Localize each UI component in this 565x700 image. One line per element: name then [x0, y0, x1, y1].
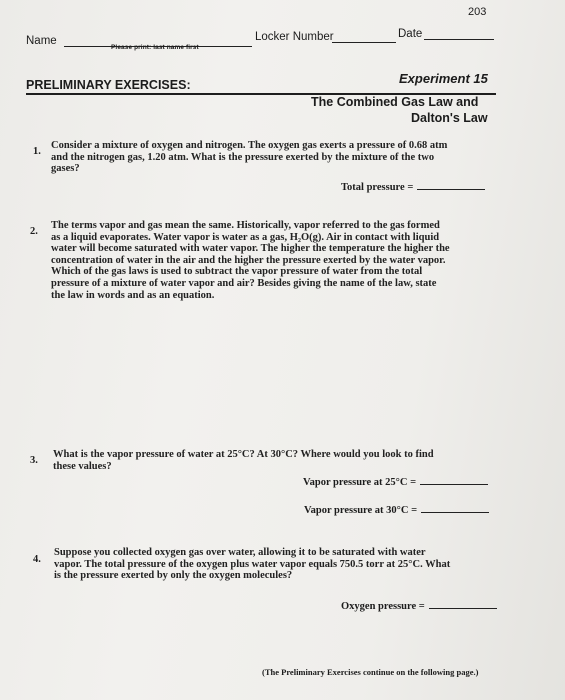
question-line: The terms vapor and gas mean the same. Historically, vapor referred to the gas formed — [51, 220, 440, 231]
vapor-pressure-30-field[interactable] — [421, 505, 489, 513]
vapor-pressure-25-answer — [303, 477, 488, 488]
question-2-number: 2. — [30, 226, 38, 237]
question-line: the law in words and as an equation. — [51, 289, 215, 301]
total-pressure-answer — [341, 182, 485, 193]
continuation-note: (The Preliminary Exercises continue on the following page.) — [262, 667, 479, 677]
vapor-pressure-25-field[interactable] — [420, 477, 488, 485]
question-3-number: 3. — [30, 455, 38, 466]
answer-label: Vapor pressure at 25°C = — [303, 477, 417, 488]
date-label: Date — [398, 28, 423, 40]
question-1-number: 1. — [33, 146, 41, 157]
answer-label: Oxygen pressure = — [341, 601, 425, 612]
question-4-number: 4. — [33, 554, 41, 565]
question-line: as a liquid evaporates. Water vapor is water as a gas, H₂O(g). Air in contact with liquid — [51, 231, 440, 243]
question-line: these values? — [53, 460, 112, 472]
question-3-text — [53, 449, 511, 472]
question-line: gases? — [51, 163, 80, 175]
question-line: is the pressure exerted by only the oxygen molecules? — [54, 570, 293, 582]
answer-label: Vapor pressure at 30°C = — [304, 505, 418, 516]
answer-label: Total pressure = — [341, 182, 414, 193]
question-2-text — [51, 220, 509, 301]
locker-number-field[interactable] — [332, 42, 396, 43]
oxygen-pressure-answer — [341, 601, 497, 612]
experiment-number: Experiment 15 — [399, 71, 488, 86]
total-pressure-field[interactable] — [417, 182, 485, 190]
question-line: What is the vapor pressure of water at 25°C? At 30°C? Where would you look to find — [53, 449, 434, 460]
page-number: 203 — [468, 6, 487, 18]
question-line: Consider a mixture of oxygen and nitrogen. The oxygen gas exerts a pressure of 0.68 atm — [51, 140, 448, 151]
question-line: Suppose you collected oxygen gas over water, allowing it to be saturated with water — [54, 547, 426, 558]
locker-number-label: Locker Number — [255, 31, 334, 43]
experiment-title-line-1: The Combined Gas Law and — [311, 95, 479, 109]
oxygen-pressure-field[interactable] — [429, 601, 497, 609]
question-line: pressure of a mixture of water vapor and air? Besides giving the name of the law, state — [51, 277, 437, 289]
name-hint: Please print: last name first — [111, 44, 199, 51]
question-line: vapor. The total pressure of the oxygen plus water vapor equals 750.5 torr at 25°C. What — [54, 558, 451, 570]
vapor-pressure-30-answer — [304, 505, 489, 516]
question-line: and the nitrogen gas, 1.20 atm. What is the pressure exerted by the mixture of the two — [51, 151, 435, 163]
question-2-answer-area[interactable] — [51, 326, 509, 436]
section-heading: PRELIMINARY EXERCISES: — [26, 78, 191, 92]
question-line: Which of the gas laws is used to subtract the vapor pressure of water from the total — [51, 266, 423, 278]
question-line: concentration of water in the air and the higher the pressure exerted by the water vapor. — [51, 254, 446, 266]
name-label: Name — [26, 35, 57, 47]
question-1-text — [51, 140, 509, 175]
question-4-text — [54, 547, 512, 582]
experiment-title-line-2: Dalton's Law — [411, 111, 488, 125]
question-line: water will become saturated with water vapor. The higher the temperature the higher the — [51, 243, 450, 255]
date-field[interactable] — [424, 39, 494, 40]
